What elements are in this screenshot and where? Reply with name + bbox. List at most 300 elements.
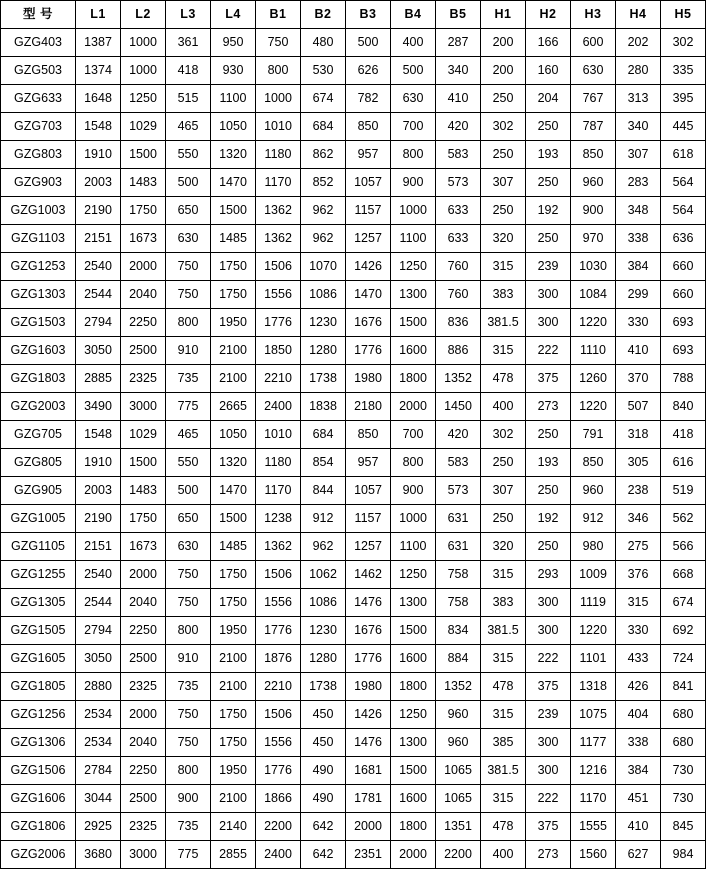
column-header-b5: B5: [436, 1, 481, 29]
cell-value: 1220: [571, 617, 616, 645]
cell-value: 1483: [121, 169, 166, 197]
cell-value: 1800: [391, 365, 436, 393]
table-row: [1, 141, 706, 169]
cell-value: 315: [616, 589, 661, 617]
cell-model: GZG1606: [1, 785, 76, 813]
cell-model: GZG1803: [1, 365, 76, 393]
cell-value: 562: [661, 505, 706, 533]
cell-value: 192: [526, 197, 571, 225]
cell-value: 735: [166, 673, 211, 701]
cell-value: 693: [661, 337, 706, 365]
cell-value: 583: [436, 449, 481, 477]
cell-value: 2500: [121, 337, 166, 365]
cell-value: 1776: [256, 309, 301, 337]
cell-value: 3680: [76, 841, 121, 869]
cell-value: 750: [166, 729, 211, 757]
cell-value: 1230: [301, 309, 346, 337]
cell-value: 2190: [76, 197, 121, 225]
cell-value: 204: [526, 85, 571, 113]
cell-value: 300: [526, 589, 571, 617]
cell-value: 1555: [571, 813, 616, 841]
cell-value: 900: [571, 197, 616, 225]
cell-value: 550: [166, 449, 211, 477]
cell-value: 330: [616, 617, 661, 645]
cell-value: 1110: [571, 337, 616, 365]
cell-value: 346: [616, 505, 661, 533]
cell-value: 1470: [211, 477, 256, 505]
cell-model: GZG2003: [1, 393, 76, 421]
cell-value: 962: [301, 533, 346, 561]
cell-value: 420: [436, 113, 481, 141]
cell-value: 3044: [76, 785, 121, 813]
cell-model: GZG1105: [1, 533, 76, 561]
cell-value: 299: [616, 281, 661, 309]
cell-value: 2210: [256, 365, 301, 393]
table-row: [1, 645, 706, 673]
cell-value: 1980: [346, 673, 391, 701]
cell-value: 630: [166, 533, 211, 561]
cell-value: 320: [481, 533, 526, 561]
cell-value: 1500: [121, 449, 166, 477]
cell-value: 338: [616, 225, 661, 253]
cell-value: 465: [166, 113, 211, 141]
cell-model: GZG1005: [1, 505, 76, 533]
cell-value: 202: [616, 29, 661, 57]
cell-value: 381.5: [481, 617, 526, 645]
cell-value: 2534: [76, 701, 121, 729]
table-row: [1, 729, 706, 757]
cell-value: 375: [526, 365, 571, 393]
cell-value: 2544: [76, 589, 121, 617]
cell-value: 433: [616, 645, 661, 673]
cell-value: 583: [436, 141, 481, 169]
cell-value: 1362: [256, 533, 301, 561]
cell-value: 886: [436, 337, 481, 365]
cell-value: 238: [616, 477, 661, 505]
cell-value: 305: [616, 449, 661, 477]
cell-value: 684: [301, 421, 346, 449]
cell-value: 376: [616, 561, 661, 589]
cell-value: 1450: [436, 393, 481, 421]
cell-value: 1075: [571, 701, 616, 729]
cell-value: 2794: [76, 309, 121, 337]
table-row: [1, 673, 706, 701]
cell-value: 1374: [76, 57, 121, 85]
cell-value: 1050: [211, 113, 256, 141]
cell-value: 250: [481, 505, 526, 533]
cell-value: 300: [526, 757, 571, 785]
column-header-h5: H5: [661, 1, 706, 29]
cell-value: 1681: [346, 757, 391, 785]
cell-value: 2784: [76, 757, 121, 785]
cell-value: 1673: [121, 533, 166, 561]
cell-value: 791: [571, 421, 616, 449]
table-row: [1, 85, 706, 113]
cell-value: 884: [436, 645, 481, 673]
cell-value: 900: [391, 477, 436, 505]
cell-value: 1050: [211, 421, 256, 449]
cell-value: 573: [436, 477, 481, 505]
table-row: [1, 113, 706, 141]
cell-value: 3490: [76, 393, 121, 421]
cell-model: GZG1505: [1, 617, 76, 645]
cell-value: 315: [481, 253, 526, 281]
cell-model: GZG1256: [1, 701, 76, 729]
cell-value: 478: [481, 813, 526, 841]
cell-value: 222: [526, 337, 571, 365]
cell-value: 1950: [211, 757, 256, 785]
cell-value: 910: [166, 645, 211, 673]
cell-value: 1738: [301, 673, 346, 701]
table-row: [1, 169, 706, 197]
cell-value: 800: [256, 57, 301, 85]
cell-value: 2540: [76, 561, 121, 589]
cell-value: 1009: [571, 561, 616, 589]
cell-value: 2140: [211, 813, 256, 841]
cell-value: 845: [661, 813, 706, 841]
cell-value: 660: [661, 281, 706, 309]
cell-value: 550: [166, 141, 211, 169]
cell-value: 1476: [346, 729, 391, 757]
cell-value: 1300: [391, 729, 436, 757]
cell-value: 1157: [346, 197, 391, 225]
cell-value: 515: [166, 85, 211, 113]
cell-value: 239: [526, 253, 571, 281]
cell-value: 2040: [121, 589, 166, 617]
cell-value: 760: [436, 253, 481, 281]
cell-model: GZG1605: [1, 645, 76, 673]
cell-value: 1057: [346, 169, 391, 197]
cell-value: 1100: [391, 225, 436, 253]
cell-value: 750: [166, 701, 211, 729]
cell-value: 730: [661, 757, 706, 785]
cell-value: 400: [481, 841, 526, 869]
cell-value: 862: [301, 141, 346, 169]
cell-value: 318: [616, 421, 661, 449]
cell-value: 960: [436, 701, 481, 729]
cell-value: 957: [346, 449, 391, 477]
cell-value: 840: [661, 393, 706, 421]
cell-value: 2100: [211, 785, 256, 813]
cell-value: 2325: [121, 813, 166, 841]
cell-model: GZG1303: [1, 281, 76, 309]
cell-value: 200: [481, 29, 526, 57]
cell-model: GZG903: [1, 169, 76, 197]
cell-value: 930: [211, 57, 256, 85]
cell-value: 1673: [121, 225, 166, 253]
cell-value: 519: [661, 477, 706, 505]
cell-value: 2151: [76, 225, 121, 253]
cell-model: GZG1003: [1, 197, 76, 225]
cell-value: 1000: [121, 29, 166, 57]
cell-value: 2190: [76, 505, 121, 533]
cell-value: 340: [436, 57, 481, 85]
cell-value: 1426: [346, 701, 391, 729]
cell-value: 800: [166, 757, 211, 785]
cell-value: 750: [166, 253, 211, 281]
cell-value: 2500: [121, 785, 166, 813]
cell-value: 315: [481, 645, 526, 673]
cell-value: 1260: [571, 365, 616, 393]
cell-value: 1676: [346, 309, 391, 337]
cell-value: 2925: [76, 813, 121, 841]
cell-value: 910: [166, 337, 211, 365]
column-header-l2: L2: [121, 1, 166, 29]
cell-value: 250: [481, 197, 526, 225]
cell-value: 250: [526, 533, 571, 561]
cell-value: 1352: [436, 365, 481, 393]
cell-value: 445: [661, 113, 706, 141]
table-row: [1, 225, 706, 253]
cell-value: 600: [571, 29, 616, 57]
cell-value: 490: [301, 757, 346, 785]
table-row: [1, 421, 706, 449]
cell-value: 1086: [301, 281, 346, 309]
cell-value: 2040: [121, 729, 166, 757]
cell-value: 1750: [211, 701, 256, 729]
cell-value: 222: [526, 785, 571, 813]
cell-value: 1506: [256, 253, 301, 281]
cell-model: GZG403: [1, 29, 76, 57]
cell-value: 500: [166, 169, 211, 197]
cell-value: 834: [436, 617, 481, 645]
cell-value: 2000: [121, 561, 166, 589]
cell-value: 2400: [256, 841, 301, 869]
cell-value: 960: [571, 477, 616, 505]
cell-value: 500: [166, 477, 211, 505]
cell-value: 1057: [346, 477, 391, 505]
cell-value: 850: [346, 113, 391, 141]
cell-value: 275: [616, 533, 661, 561]
cell-value: 758: [436, 561, 481, 589]
column-header-l3: L3: [166, 1, 211, 29]
column-header-h3: H3: [571, 1, 616, 29]
cell-value: 630: [571, 57, 616, 85]
cell-value: 1062: [301, 561, 346, 589]
cell-value: 450: [301, 701, 346, 729]
cell-value: 1750: [121, 505, 166, 533]
cell-value: 302: [481, 421, 526, 449]
cell-value: 1738: [301, 365, 346, 393]
table-body: [1, 29, 706, 869]
cell-value: 564: [661, 169, 706, 197]
cell-value: 480: [301, 29, 346, 57]
cell-value: 315: [481, 701, 526, 729]
cell-value: 1320: [211, 449, 256, 477]
cell-value: 3000: [121, 841, 166, 869]
cell-value: 273: [526, 393, 571, 421]
cell-value: 1750: [121, 197, 166, 225]
cell-value: 650: [166, 197, 211, 225]
cell-value: 1010: [256, 421, 301, 449]
cell-value: 313: [616, 85, 661, 113]
cell-value: 850: [571, 449, 616, 477]
cell-model: GZG503: [1, 57, 76, 85]
table-row: [1, 309, 706, 337]
cell-value: 381.5: [481, 757, 526, 785]
cell-value: 250: [526, 113, 571, 141]
cell-value: 375: [526, 673, 571, 701]
cell-value: 1250: [121, 85, 166, 113]
cell-value: 850: [346, 421, 391, 449]
cell-value: 375: [526, 813, 571, 841]
cell-value: 633: [436, 197, 481, 225]
cell-value: 631: [436, 533, 481, 561]
cell-value: 315: [481, 337, 526, 365]
cell-value: 630: [166, 225, 211, 253]
cell-value: 735: [166, 365, 211, 393]
cell-value: 193: [526, 449, 571, 477]
cell-value: 426: [616, 673, 661, 701]
cell-value: 782: [346, 85, 391, 113]
cell-value: 1257: [346, 533, 391, 561]
cell-value: 1070: [301, 253, 346, 281]
cell-value: 962: [301, 197, 346, 225]
cell-value: 1776: [256, 617, 301, 645]
cell-value: 2794: [76, 617, 121, 645]
cell-value: 626: [346, 57, 391, 85]
cell-value: 1560: [571, 841, 616, 869]
cell-value: 1470: [211, 169, 256, 197]
cell-value: 383: [481, 281, 526, 309]
cell-value: 338: [616, 729, 661, 757]
cell-value: 361: [166, 29, 211, 57]
cell-value: 787: [571, 113, 616, 141]
cell-value: 2351: [346, 841, 391, 869]
cell-value: 1476: [346, 589, 391, 617]
cell-value: 2855: [211, 841, 256, 869]
cell-value: 900: [391, 169, 436, 197]
cell-value: 800: [391, 141, 436, 169]
cell-value: 680: [661, 701, 706, 729]
cell-model: GZG1306: [1, 729, 76, 757]
cell-model: GZG1806: [1, 813, 76, 841]
table-row: [1, 449, 706, 477]
table-row: [1, 533, 706, 561]
table-row: [1, 57, 706, 85]
cell-value: 193: [526, 141, 571, 169]
cell-value: 500: [391, 57, 436, 85]
cell-value: 1157: [346, 505, 391, 533]
cell-value: 1485: [211, 225, 256, 253]
cell-value: 2400: [256, 393, 301, 421]
cell-value: 1500: [211, 197, 256, 225]
cell-value: 900: [166, 785, 211, 813]
cell-value: 2885: [76, 365, 121, 393]
cell-value: 750: [166, 589, 211, 617]
cell-value: 465: [166, 421, 211, 449]
column-header-l1: L1: [76, 1, 121, 29]
column-header-b1: B1: [256, 1, 301, 29]
cell-value: 1170: [256, 477, 301, 505]
cell-model: GZG803: [1, 141, 76, 169]
cell-value: 2250: [121, 757, 166, 785]
cell-value: 1180: [256, 141, 301, 169]
cell-value: 160: [526, 57, 571, 85]
cell-value: 700: [391, 421, 436, 449]
cell-value: 1100: [391, 533, 436, 561]
cell-value: 450: [301, 729, 346, 757]
cell-value: 383: [481, 589, 526, 617]
cell-value: 750: [166, 561, 211, 589]
cell-value: 1600: [391, 785, 436, 813]
cell-value: 2665: [211, 393, 256, 421]
cell-value: 1250: [391, 561, 436, 589]
table-row: [1, 589, 706, 617]
cell-value: 2210: [256, 673, 301, 701]
cell-value: 1362: [256, 197, 301, 225]
cell-value: 1101: [571, 645, 616, 673]
cell-value: 984: [661, 841, 706, 869]
cell-value: 3050: [76, 337, 121, 365]
cell-value: 330: [616, 309, 661, 337]
cell-value: 250: [481, 85, 526, 113]
cell-value: 250: [526, 225, 571, 253]
cell-model: GZG1805: [1, 673, 76, 701]
cell-value: 410: [616, 813, 661, 841]
cell-value: 250: [526, 169, 571, 197]
cell-value: 633: [436, 225, 481, 253]
cell-value: 1000: [121, 57, 166, 85]
cell-value: 788: [661, 365, 706, 393]
cell-value: 1500: [211, 505, 256, 533]
cell-value: 724: [661, 645, 706, 673]
cell-value: 1257: [346, 225, 391, 253]
cell-value: 1426: [346, 253, 391, 281]
cell-model: GZG1103: [1, 225, 76, 253]
cell-value: 200: [481, 57, 526, 85]
table-row: [1, 505, 706, 533]
cell-value: 1506: [256, 701, 301, 729]
cell-value: 2880: [76, 673, 121, 701]
table-row: [1, 281, 706, 309]
cell-value: 239: [526, 701, 571, 729]
cell-value: 1750: [211, 281, 256, 309]
cell-value: 3050: [76, 645, 121, 673]
cell-value: 650: [166, 505, 211, 533]
cell-value: 758: [436, 589, 481, 617]
cell-value: 1250: [391, 701, 436, 729]
cell-value: 1876: [256, 645, 301, 673]
cell-value: 287: [436, 29, 481, 57]
cell-value: 680: [661, 729, 706, 757]
cell-value: 2151: [76, 533, 121, 561]
table-row: [1, 29, 706, 57]
cell-value: 1548: [76, 113, 121, 141]
cell-value: 1800: [391, 813, 436, 841]
cell-value: 1238: [256, 505, 301, 533]
cell-value: 800: [166, 309, 211, 337]
cell-value: 1470: [346, 281, 391, 309]
cell-value: 1750: [211, 561, 256, 589]
cell-value: 627: [616, 841, 661, 869]
cell-value: 2200: [436, 841, 481, 869]
cell-model: GZG1603: [1, 337, 76, 365]
cell-model: GZG805: [1, 449, 76, 477]
cell-value: 302: [481, 113, 526, 141]
cell-value: 636: [661, 225, 706, 253]
table-row: [1, 617, 706, 645]
cell-value: 410: [616, 337, 661, 365]
cell-value: 852: [301, 169, 346, 197]
cell-value: 957: [346, 141, 391, 169]
cell-value: 478: [481, 673, 526, 701]
cell-value: 960: [571, 169, 616, 197]
cell-value: 912: [301, 505, 346, 533]
table-row: [1, 785, 706, 813]
cell-value: 618: [661, 141, 706, 169]
cell-value: 1556: [256, 589, 301, 617]
